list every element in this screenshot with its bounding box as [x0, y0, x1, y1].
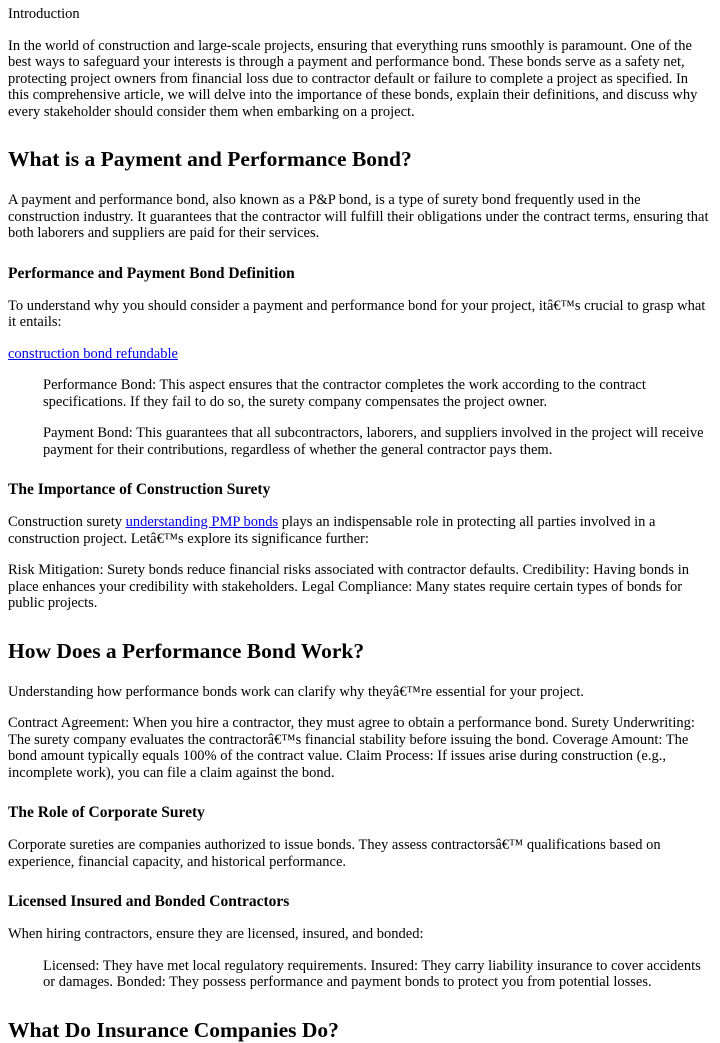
performance-bond-item: Performance Bond: This aspect ensures that the contractor completes the work according to the contract specifications. If they fail to do so, the surety company compensates the project owner.: [43, 377, 646, 410]
heading-how-bond-works: How Does a Performance Bond Work?: [8, 638, 365, 663]
construction-bond-refundable-link[interactable]: construction bond refundable: [8, 345, 178, 362]
licensed-quote: [43, 958, 712, 991]
definition-quote: [43, 377, 712, 458]
heading-insurance-companies: What Do Insurance Companies Do?: [8, 1017, 339, 1042]
heading-licensed-contractors: Licensed Insured and Bonded Contractors: [8, 893, 290, 910]
surety-text-after: plays an indispensable role in protecting all parties involved in a construction project. Letâ€™s explore its significance further:: [8, 514, 656, 547]
link-paragraph: [8, 346, 712, 363]
bond-understand-paragraph: To understand why you should consider a payment and performance bond for your project, itâ€™s crucial to grasp what it entails:: [8, 297, 706, 330]
surety-text-before: Construction surety: [8, 514, 126, 530]
surety-paragraph: [8, 514, 712, 547]
heading-corporate-surety: The Role of Corporate Surety: [8, 804, 205, 821]
licensed-insured-bonded-item: Licensed: They have met local regulatory requirements. Insured: They carry liability insurance to cover accidents or damages. Bonded: They possess performance and payment bonds to protect you from potential losses.: [43, 957, 701, 990]
heading-what-is-bond: What is a Payment and Performance Bond?: [8, 147, 412, 171]
payment-bond-item: Payment Bond: This guarantees that all subcontractors, laborers, and suppliers involved in the project will receive payment for their contributions, regardless of whether the general contractor pays them.: [43, 425, 704, 458]
corporate-surety-paragraph: Corporate sureties are companies authorized to issue bonds. They assess contractorsâ€™ qualifications based on experience, financial capacity, and historical performance.: [8, 837, 661, 870]
intro-paragraph: In the world of construction and large-scale projects, ensuring that everything runs smoothly is paramount. One of the best ways to safeguard your interests is through a payment and performance bond. These bonds serve as a safety net, protecting project owners from financial loss due to contractor default or failure to complete a project as specified. In this comprehensive article, we will delve into the importance of these bonds, explain their definitions, and discuss why every stakeholder should consider them when embarking on a project.: [8, 37, 698, 120]
how-works-intro: Understanding how performance bonds work can clarify why theyâ€™re essential for your project.: [8, 683, 584, 700]
heading-bond-definition: Performance and Payment Bond Definition: [8, 264, 295, 282]
surety-benefits-paragraph: Risk Mitigation: Surety bonds reduce financial risks associated with contractor defaults. Credibility: Having bonds in place enhances your credibility with stakeholders. Legal Compliance: Many states require certain types of bonds for public projects.: [8, 562, 689, 611]
licensed-contractors-paragraph: When hiring contractors, ensure they are licensed, insured, and bonded:: [8, 926, 424, 942]
how-works-steps: Contract Agreement: When you hire a contractor, they must agree to obtain a performance bond. Surety Underwriting: The surety company evaluates the contractorâ€™s financial stability before issuing the bond. Coverage Amount: The bond amount typically equals 100% of the contract value. Claim Process: If issues arise during construction (e.g., incomplete work), you can file a claim against the bond.: [8, 715, 695, 781]
understanding-pmp-bonds-link[interactable]: understanding PMP bonds: [125, 514, 279, 530]
heading-construction-surety: The Importance of Construction Surety: [8, 481, 271, 498]
bond-definition-paragraph: A payment and performance bond, also known as a P&P bond, is a type of surety bond frequently used in the construction industry. It guarantees that the contractor will fulfill their obligations under the contract terms, ensuring that both laborers and suppliers are paid for their services.: [8, 192, 709, 241]
intro-label: Introduction: [8, 6, 80, 22]
